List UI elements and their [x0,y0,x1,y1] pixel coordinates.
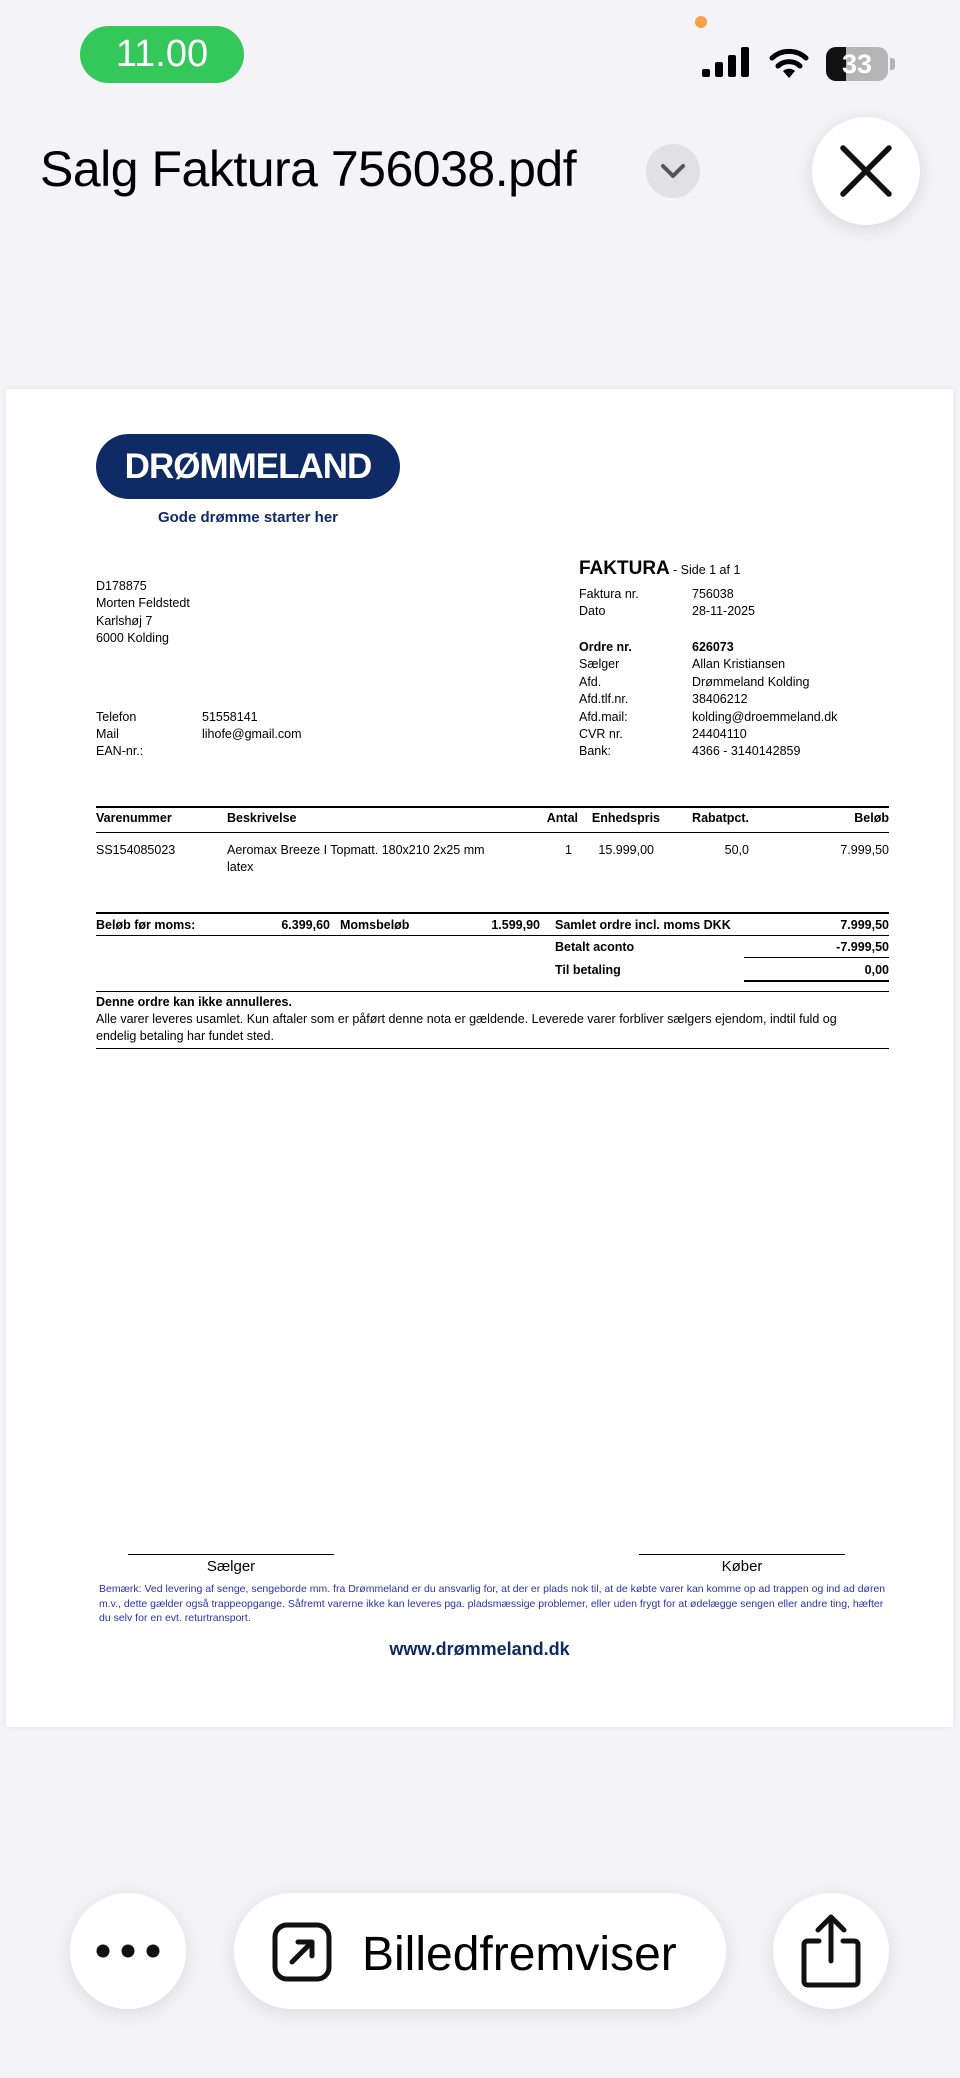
invoice-heading: FAKTURA [579,558,670,579]
ean-label: EAN-nr.: [96,744,144,758]
customer-city: 6000 Kolding [96,631,169,645]
dept-phone-label: Afd.tlf.nr. [579,692,629,706]
cellular-signal-icon [702,47,750,81]
terms-title: Denne ordre kan ikke annulleres. [96,995,292,1009]
dept-mail-value: kolding@droemmeland.dk [692,710,838,724]
mic-indicator-dot [695,16,707,28]
invoice-number-label: Faktura nr. [579,587,639,601]
date-value: 28-11-2025 [692,604,756,618]
due-rule [744,980,889,982]
table-header-rule [96,832,889,833]
col-header-antal: Antal [546,811,578,825]
open-in-viewer-label: Billedfremviser [362,1928,677,1981]
vat-label: Momsbeløb [340,918,410,932]
totals-rule [96,935,889,936]
paid-label: Betalt aconto [555,940,635,954]
row-rabat: 50,0 [724,843,749,857]
status-time: 11.00 [80,26,244,83]
customer-street: Karlshøj 7 [96,614,153,628]
close-button[interactable] [812,117,920,225]
title-menu-button[interactable] [646,144,700,198]
row-beskrivelse: Aeromax Breeze I Topmatt. 180x210 2x25 mm [227,843,485,857]
document-title: Salg Faktura 756038.pdf [40,141,577,197]
close-icon [839,144,893,198]
col-header-rabat: Rabatpct. [692,811,749,825]
col-header-varenummer: Varenummer [96,811,172,825]
mail-label: Mail [96,727,119,741]
col-header-enhedspris: Enhedspris [591,811,660,825]
dept-label: Afd. [579,675,602,689]
row-beloeb: 7.999,50 [840,843,889,857]
open-external-icon [272,1922,332,1982]
website-link: www.drømmeland.dk [389,1639,570,1659]
invoice-number-value: 756038 [692,587,734,601]
seller-value: Allan Kristiansen [692,657,786,671]
logo-tagline: Gode drømme starter her [157,509,339,526]
wifi-icon [768,44,810,80]
before-vat-label: Beløb før moms: [96,918,196,932]
phone-label: Telefon [96,710,137,724]
customer-id: D178875 [96,579,147,593]
delivery-remark: Bemærk: Ved levering af senge, sengeborde mm. fra Drømmeland er du ansvarlig for, at der er plads nok til, at de købte varer kan komme op ad trappen og ind ad døren m.v., dette gælder også trappeopgange. Såfremt varerne ikke kan leveres pga. pladsmæssige problemer, eller uden frygt for at ødelægge sengen eller andre ting, hæfter du selv for en evt. returtransport. [99,1583,886,1624]
more-button[interactable] [70,1893,186,2009]
droemmeland-logo: DRØMMELAND [96,434,400,499]
cvr-label: CVR nr. [579,727,623,741]
due-value: 0,00 [864,963,889,977]
terms-line-2: endelig betaling har fundet sted. [96,1029,274,1043]
terms-top-rule [96,991,889,992]
row-varenummer: SS154085023 [96,843,176,857]
total-label: Samlet ordre incl. moms DKK [555,918,731,932]
bank-label: Bank: [579,744,611,758]
row-beskrivelse-cont: latex [227,860,254,874]
terms-line-1: Alle varer leveres usamlet. Kun aftaler som er påført denne nota er gældende. Leverede varer forbliver sælgers ejendom, indtil fuld og [96,1012,837,1026]
paid-rule [744,957,889,958]
customer-name: Morten Feldstedt [96,596,190,610]
table-top-rule [96,806,889,808]
share-icon [800,1913,862,1989]
battery-indicator [826,47,896,81]
dept-phone-value: 38406212 [692,692,748,706]
terms-bottom-rule [96,1048,889,1049]
mail-value: lihofe@gmail.com [202,727,302,741]
totals-top-rule [96,912,889,914]
order-number-label: Ordre nr. [579,640,632,654]
total-value: 7.999,50 [840,918,889,932]
bank-value: 4366 - 3140142859 [692,744,801,758]
seller-label: Sælger [579,657,620,671]
more-icon [96,1944,160,1958]
cvr-value: 24404110 [692,727,747,741]
row-enhedspris: 15.999,00 [598,843,654,857]
buyer-signature-label: Køber [721,1558,763,1575]
due-label: Til betaling [555,963,621,977]
seller-signature-line [128,1554,334,1555]
dept-mail-label: Afd.mail: [579,710,628,724]
order-number-value: 626073 [692,640,734,654]
row-antal: 1 [565,843,572,857]
seller-signature-label: Sælger [206,1558,256,1575]
col-header-beskrivelse: Beskrivelse [227,811,297,825]
share-button[interactable] [773,1893,889,2009]
open-in-viewer-button[interactable] [234,1893,726,2009]
vat-value: 1.599,90 [491,918,540,932]
phone-value: 51558141 [202,710,258,724]
battery-level: 33 [841,48,873,79]
date-label: Dato [579,604,606,618]
page-info: - Side 1 af 1 [673,563,741,577]
chevron-down-icon [660,163,686,179]
buyer-signature-line [639,1554,845,1555]
col-header-beloeb: Beløb [854,811,889,825]
dept-value: Drømmeland Kolding [692,675,810,689]
before-vat-value: 6.399,60 [281,918,330,932]
paid-value: -7.999,50 [836,940,889,954]
pdf-page[interactable] [6,389,953,1727]
